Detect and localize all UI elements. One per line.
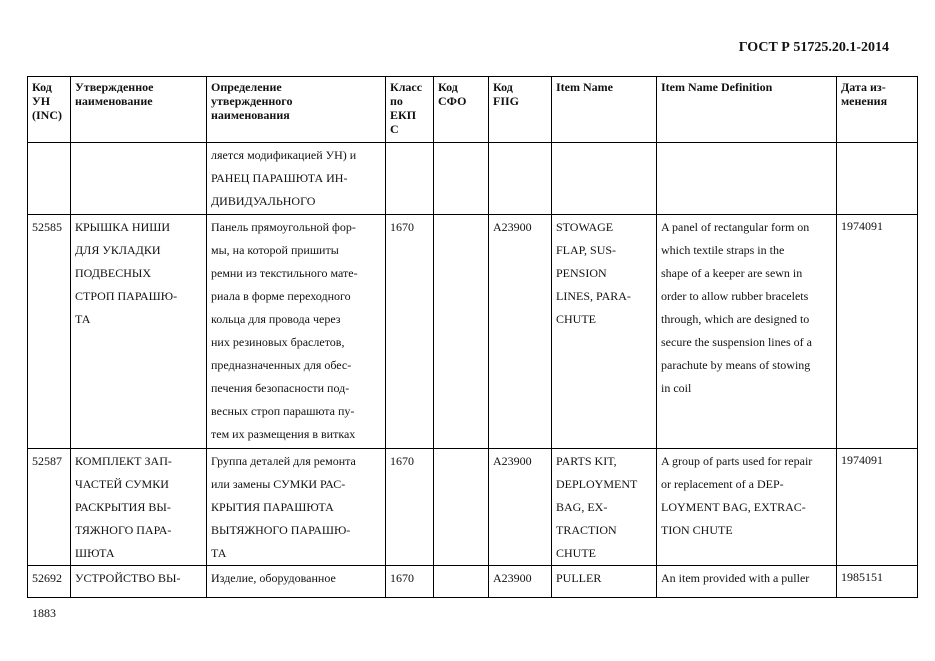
definition-cell: ляется модификацией УН) и РАНЕЦ ПАРАШЮТА ИН- ДИВИДУАЛЬНОГО [207, 143, 386, 215]
sfo-cell [434, 215, 489, 449]
definition-cell: Изделие, оборудованное [207, 566, 386, 598]
fiig-cell: A23900 [489, 566, 552, 598]
class-cell: 1670 [386, 215, 434, 449]
class-cell: 1670 [386, 449, 434, 566]
catalog-table [27, 76, 918, 598]
approved-name-cell: КРЫШКА НИШИ ДЛЯ УКЛАДКИ ПОДВЕСНЫХ СТРОП ПАРАШЮ- ТА [71, 215, 207, 449]
document-standard-id: ГОСТ Р 51725.20.1-2014 [738, 40, 889, 55]
fiig-cell: A23900 [489, 215, 552, 449]
approved-name-cell: КОМПЛЕКТ ЗАП- ЧАСТЕЙ СУМКИ РАСКРЫТИЯ ВЫ- ТЯЖНОГО ПАРА- ШЮТА [71, 449, 207, 566]
header-fiig: Код FIIG [489, 77, 552, 143]
table-row [28, 449, 918, 566]
item-definition-cell: An item provided with a puller [657, 566, 837, 598]
table-row [28, 566, 918, 598]
definition-cell: Панель прямоугольной фор- мы, на которой пришиты ремни из текстильного мате- риала в форме переходного кольца для провода через них резиновых браслетов, предназначенных для обес- печения безопасности под- весных строп парашюта пу- тем их размещения в витках [207, 215, 386, 449]
item-name-cell: STOWAGE FLAP, SUS- PENSION LINES, PARA- CHUTE [552, 215, 657, 449]
change-date-cell: 1974091 [837, 449, 918, 566]
item-definition-cell: A panel of rectangular form on which textile straps in the shape of a keeper are sewn in order to allow rubber bracelets through, which are designed to secure the suspension lines of a parachute by means of stowing in coil [657, 215, 837, 449]
header-class: Класс по ЕКП С [386, 77, 434, 143]
header-sfo: Код СФО [434, 77, 489, 143]
item-name-cell: PULLER [552, 566, 657, 598]
item-name-cell: PARTS KIT, DEPLOYMENT BAG, EX- TRACTION CHUTE [552, 449, 657, 566]
page-number: 1883 [32, 606, 56, 620]
fiig-cell: A23900 [489, 449, 552, 566]
class-cell: 1670 [386, 566, 434, 598]
code-cell: 52692 [28, 566, 71, 598]
item-definition-cell: A group of parts used for repair or replacement of a DEP- LOYMENT BAG, EXTRAC- TION CHUTE [657, 449, 837, 566]
sfo-cell [434, 449, 489, 566]
sfo-cell [434, 566, 489, 598]
change-date-cell: 1974091 [837, 215, 918, 449]
definition-cell: Группа деталей для ремонта или замены СУМКИ РАС- КРЫТИЯ ПАРАШЮТА ВЫТЯЖНОГО ПАРАШЮ- ТА [207, 449, 386, 566]
header-change-date: Дата из- менения [837, 77, 918, 143]
change-date-cell: 1985151 [837, 566, 918, 598]
code-cell: 52587 [28, 449, 71, 566]
header-approved-name: Утвержденное наименование [71, 77, 207, 143]
header-code: Код УН (INC) [28, 77, 71, 143]
table-row-continuation [28, 143, 918, 215]
header-item-definition: Item Name Definition [657, 77, 837, 143]
code-cell: 52585 [28, 215, 71, 449]
table-row [28, 215, 918, 449]
header-definition: Определение утвержденного наименования [207, 77, 386, 143]
approved-name-cell: УСТРОЙСТВО ВЫ- [71, 566, 207, 598]
header-row [28, 77, 918, 143]
header-item-name: Item Name [552, 77, 657, 143]
